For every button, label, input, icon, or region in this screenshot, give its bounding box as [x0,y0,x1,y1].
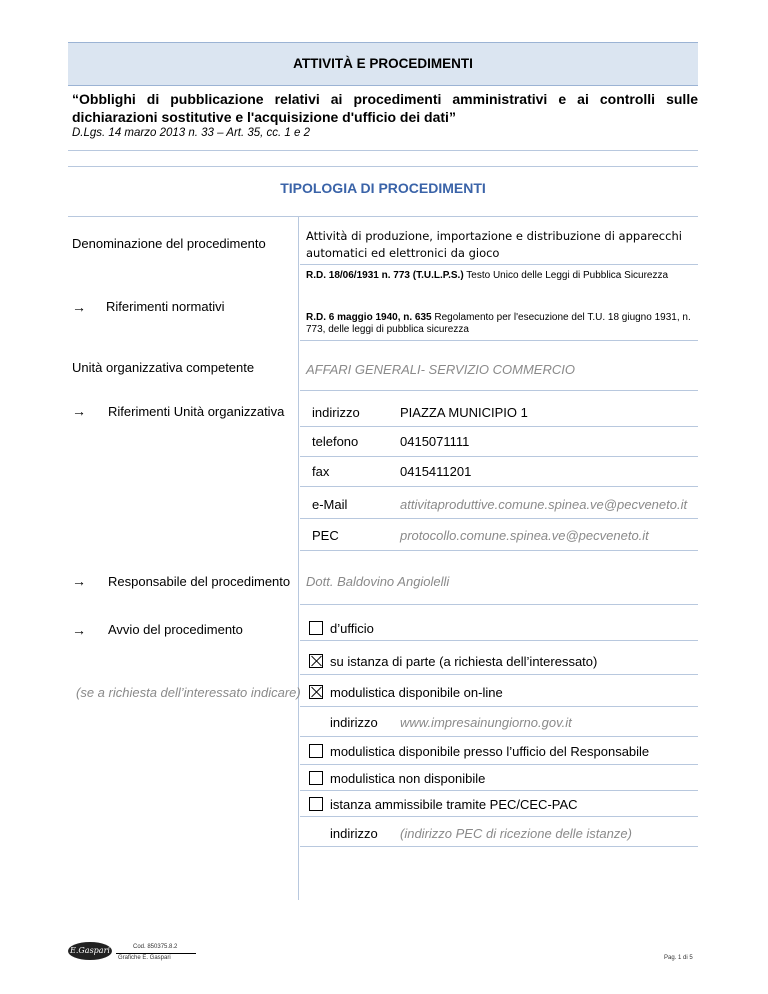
contact-email-link[interactable]: attivitaproduttive.comune.spinea.ve@pecveneto.it [400,497,688,512]
unita-value: AFFARI GENERALI- SERVIZIO COMMERCIO [306,362,575,377]
law-reference: D.Lgs. 14 marzo 2013 n. 33 – Art. 35, cc. 1 e 2 [72,127,311,139]
pec-address-placeholder: (indirizzo PEC di ricezione delle istanze) [400,826,632,841]
page-title: ATTIVITÀ E PROCEDIMENTI [293,56,473,71]
contact-key: indirizzo [312,405,360,420]
section-title: TIPOLOGIA DI PROCEDIMENTI [280,180,486,196]
contact-phone: 0415071111 [400,434,470,449]
ref-norm-1 [306,270,696,282]
checkbox-modulistica-ufficio[interactable] [309,744,323,758]
option-ufficio: d’ufficio [330,621,374,636]
contact-key: e-Mail [312,497,348,512]
divider [68,166,698,167]
divider [300,340,698,341]
divider [300,764,698,765]
logo-text: E.Gaspari [70,946,110,955]
ref-norm-2-text: Regolamento per l'esecuzione del T.U. 18 giugno 1931, n. 773, delle leggi di pubblica sicurezza [306,312,691,335]
unita-label: Unità organizzativa competente [72,360,255,375]
divider [300,456,698,457]
divider [300,640,698,641]
divider [300,790,698,791]
divider [300,706,698,707]
divider [300,674,698,675]
divider [300,816,698,817]
checkbox-modulistica-non-disponibile[interactable] [309,771,323,785]
divider [300,846,698,847]
ref-norm-1-text: Testo Unico delle Leggi di Pubblica Sicurezza [463,270,669,281]
responsabile-value: Dott. Baldovino Angiolelli [306,574,450,589]
footer-code: Cod. 850375.8.2 [133,944,178,950]
subtitle: “Obblighi di pubblicazione relativi ai procedimenti amministrativi e ai controlli sulle dichiarazioni sostitutive e l'acquisizione d'ufficio dei dati” [72,91,698,125]
divider [300,486,698,487]
denominazione-label: Denominazione del procedimento [72,236,266,251]
option-istanza-parte: su istanza di parte (a richiesta dell’interessato) [330,654,598,669]
riferimenti-unita-label: Riferimenti Unità organizzativa [108,404,285,419]
footer-line [116,953,196,954]
option-modulistica-ufficio: modulistica disponibile presso l’ufficio del Responsabile [330,744,650,759]
pec-address-label: indirizzo [330,826,378,841]
column-divider [298,216,299,900]
riferimenti-normativi-label: Riferimenti normativi [106,299,225,314]
divider [300,736,698,737]
arrow-icon: → [72,403,86,419]
footer-publisher: Grafiche E. Gaspari [118,955,171,961]
denominazione-value: Attività di produzione, importazione e distribuzione di apparecchi automatici ed elettronici da gioco [306,229,682,260]
page-number: Pag. 1 di 5 [664,955,693,961]
contact-key: telefono [312,434,359,449]
contact-fax: 0415411201 [400,464,472,479]
ref-norm-1-title: R.D. 18/06/1931 n. 773 (T.U.L.P.S.) [306,270,464,281]
checkbox-pec[interactable] [309,797,323,811]
contact-address: PIAZZA MUNICIPIO 1 [400,405,528,420]
contact-key: PEC [312,528,339,543]
arrow-icon: → [72,622,86,638]
ref-norm-2-title: R.D. 6 maggio 1940, n. 635 [306,312,432,323]
online-address-label: indirizzo [330,715,378,730]
contact-pec-link[interactable]: protocollo.comune.spinea.ve@pecveneto.it [400,528,649,543]
option-pec: istanza ammissibile tramite PEC/CEC-PAC [330,797,578,812]
divider [300,264,698,265]
responsabile-label: Responsabile del procedimento [108,574,291,589]
ref-norm-2 [306,312,696,336]
avvio-note: (se a richiesta dell’interessato indicare) [76,685,301,700]
divider [300,426,698,427]
contact-key: fax [312,464,330,479]
arrow-icon: → [72,299,86,315]
arrow-icon: → [72,573,86,589]
publisher-logo [68,942,112,960]
divider [300,550,698,551]
divider [68,150,698,151]
divider [68,216,698,217]
online-address-link[interactable]: www.impresainungiorno.gov.it [400,715,572,730]
checkbox-ufficio[interactable] [309,621,323,635]
option-modulistica-non-disponibile: modulistica non disponibile [330,771,486,786]
checkbox-modulistica-online[interactable] [309,685,323,699]
divider [300,390,698,391]
checkbox-istanza-parte[interactable] [309,654,323,668]
avvio-label: Avvio del procedimento [108,622,243,637]
divider [300,518,698,519]
option-modulistica-online: modulistica disponibile on-line [330,685,503,700]
divider [300,604,698,605]
